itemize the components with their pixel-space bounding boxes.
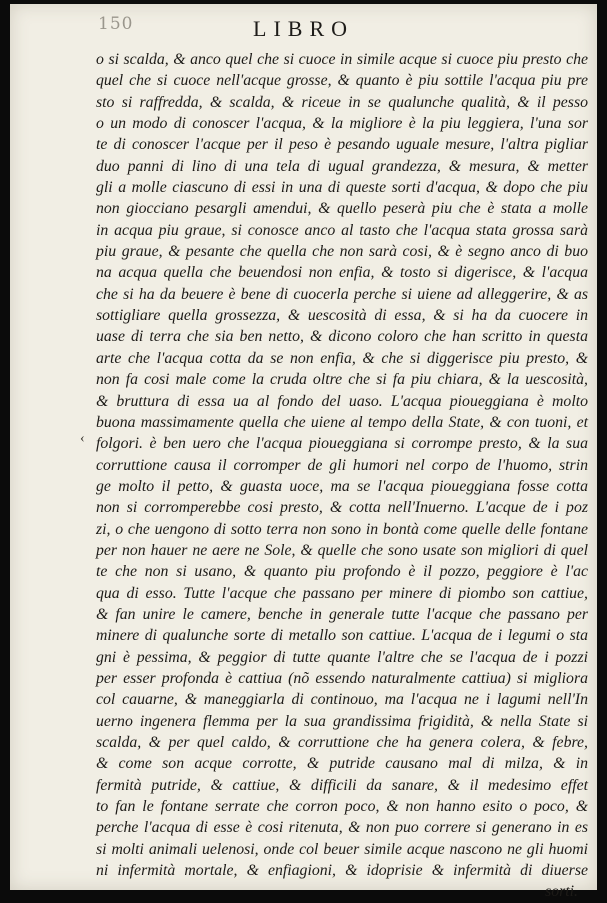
text-line: minere di qualunche sorte di metallo son cattiue. L'acqua de i legumi o sta	[96, 627, 588, 645]
body-text	[96, 49, 588, 903]
text-line: & bruttura di essa ua al fondo del uaso. L'acqua pioueggiana è molto	[96, 392, 588, 410]
text-line: gli a molle ciascuno di essi in una di queste sorti d'acqua, & dopo che piu	[96, 179, 588, 197]
text-line: sottigliare quella grossezza, & uescosità di essa, & si ha da cuocere in	[96, 307, 588, 325]
text-line: folgori. è ben uero che l'acqua pioueggiana si corrompe presto, & la sua	[96, 435, 588, 453]
text-line: non giocciano pesargli amendui, & quello peserà piu che è stata a molle	[96, 200, 588, 218]
page-number: 150	[98, 14, 134, 34]
text-line: qua di esso. Tutte l'acque che passano per minere di piombo son cattiue,	[96, 584, 588, 602]
text-line: to fan le fontane serrate che corron poco, & non hanno esito o poco, &	[96, 798, 588, 816]
text-line: arte che l'acqua cotta da se non enfia, & che si diggerisce piu presto, &	[96, 349, 588, 367]
text-line: buona massimamente quella che uiene al tempo della State, & con tuoni, et	[96, 413, 588, 431]
text-line: perche l'acqua di esse è cosi ritenuta, & non puo correre si generano in es	[96, 819, 588, 837]
text-line: & fan unire le camere, benche in generale tutte l'acque che passano per	[96, 605, 588, 623]
text-line: ni infermità mortale, & enfiagioni, & idoprisie & infermità di diuerse	[96, 862, 588, 880]
text-line: che si ha da beuere è bene di cuocerla perche si uiene ad alleggerire, & as	[96, 285, 588, 303]
margin-mark: ‹	[80, 431, 85, 446]
text-line: non si corromperebbe cosi presto, & cotta nell'Inuerno. L'acque de i poz	[96, 499, 588, 517]
text-line: col cauarne, & maneggiarla di continouo, ma l'acqua ne i lagumi nell'In	[96, 691, 588, 709]
text-line: per esser profonda è cattiua (nõ essendo naturalmente cattiua) si migliora	[96, 669, 588, 687]
text-line-final: sorti.	[545, 883, 578, 901]
text-line: sto si raffredda, & scalda, & riceue in se qualunche qualità, & il pesso	[96, 93, 588, 111]
text-line: si molti animali uelenosi, onde col beuer simile acque nascono ne gli huomi	[96, 840, 588, 858]
text-line: te di conoscer l'acque per il peso è pesando uguale mesure, l'altra pigliar	[96, 136, 588, 154]
text-line: uerno ingenera flemma per la sua grandissima frigidità, & nella State si	[96, 712, 588, 730]
text-line: ge molto il petto, & guasta uoce, ma se l'acqua pioueggiana fosse cotta	[96, 477, 588, 495]
text-line: duo panni di lino di una tela di ugual grandezza, & mesura, & metter	[96, 157, 588, 175]
text-line: corruttione causa il corromper de gli humori nel corpo de l'huomo, strin	[96, 456, 588, 474]
text-line: gni è pessima, & peggior di tutte quante l'altre che se l'acqua de i pozzi	[96, 648, 588, 666]
text-line: na acqua quella che beuendosi non enfia, & tosto si digerisce, & l'acqua	[96, 264, 588, 282]
running-head: LIBRO	[253, 16, 354, 41]
text-line: zi, o che uengono di sotto terra non sono in bontà come quelle delle fontane	[96, 520, 588, 538]
text-line: o si scalda, & anco quel che si cuoce in simile acque si cuoce piu presto che	[96, 51, 588, 68]
book-page	[10, 4, 597, 901]
text-line: te che non si usano, & quanto piu profondo è il pozzo, peggiore è l'ac	[96, 563, 588, 581]
text-line: scalda, & per quel caldo, & corruttione che ha genera colera, & febre,	[96, 734, 588, 751]
text-line: uase di terra che sia ben netto, & dicono coloro che han scritto in questa	[96, 328, 588, 346]
text-line: o un modo di conoscer l'acqua, & la migliore è la piu leggiera, l'una sor	[96, 115, 588, 133]
text-line: quel che si cuoce nell'acque grosse, & quanto è piu sottile l'acqua piu pre	[96, 72, 588, 90]
text-line: in acqua piu graue, si conosce anco al tasto che l'acqua stata grossa sarà	[96, 221, 588, 239]
text-line: & come son acque corrotte, & putride causano mal di milza, & in	[96, 755, 588, 773]
text-line: fermità putride, & cattiue, & difficili da sanare, & il medesimo effet	[96, 776, 588, 794]
text-line: piu graue, & pesante che quella che non sarà cosi, & è segno anco di buo	[96, 243, 588, 261]
text-line: per non hauer ne aere ne Sole, & quelle che sono usate son migliori di quel	[96, 541, 588, 559]
text-line: non fa cosi male come la cruda oltre che si fa piu chiara, & la uescosità,	[96, 371, 588, 389]
